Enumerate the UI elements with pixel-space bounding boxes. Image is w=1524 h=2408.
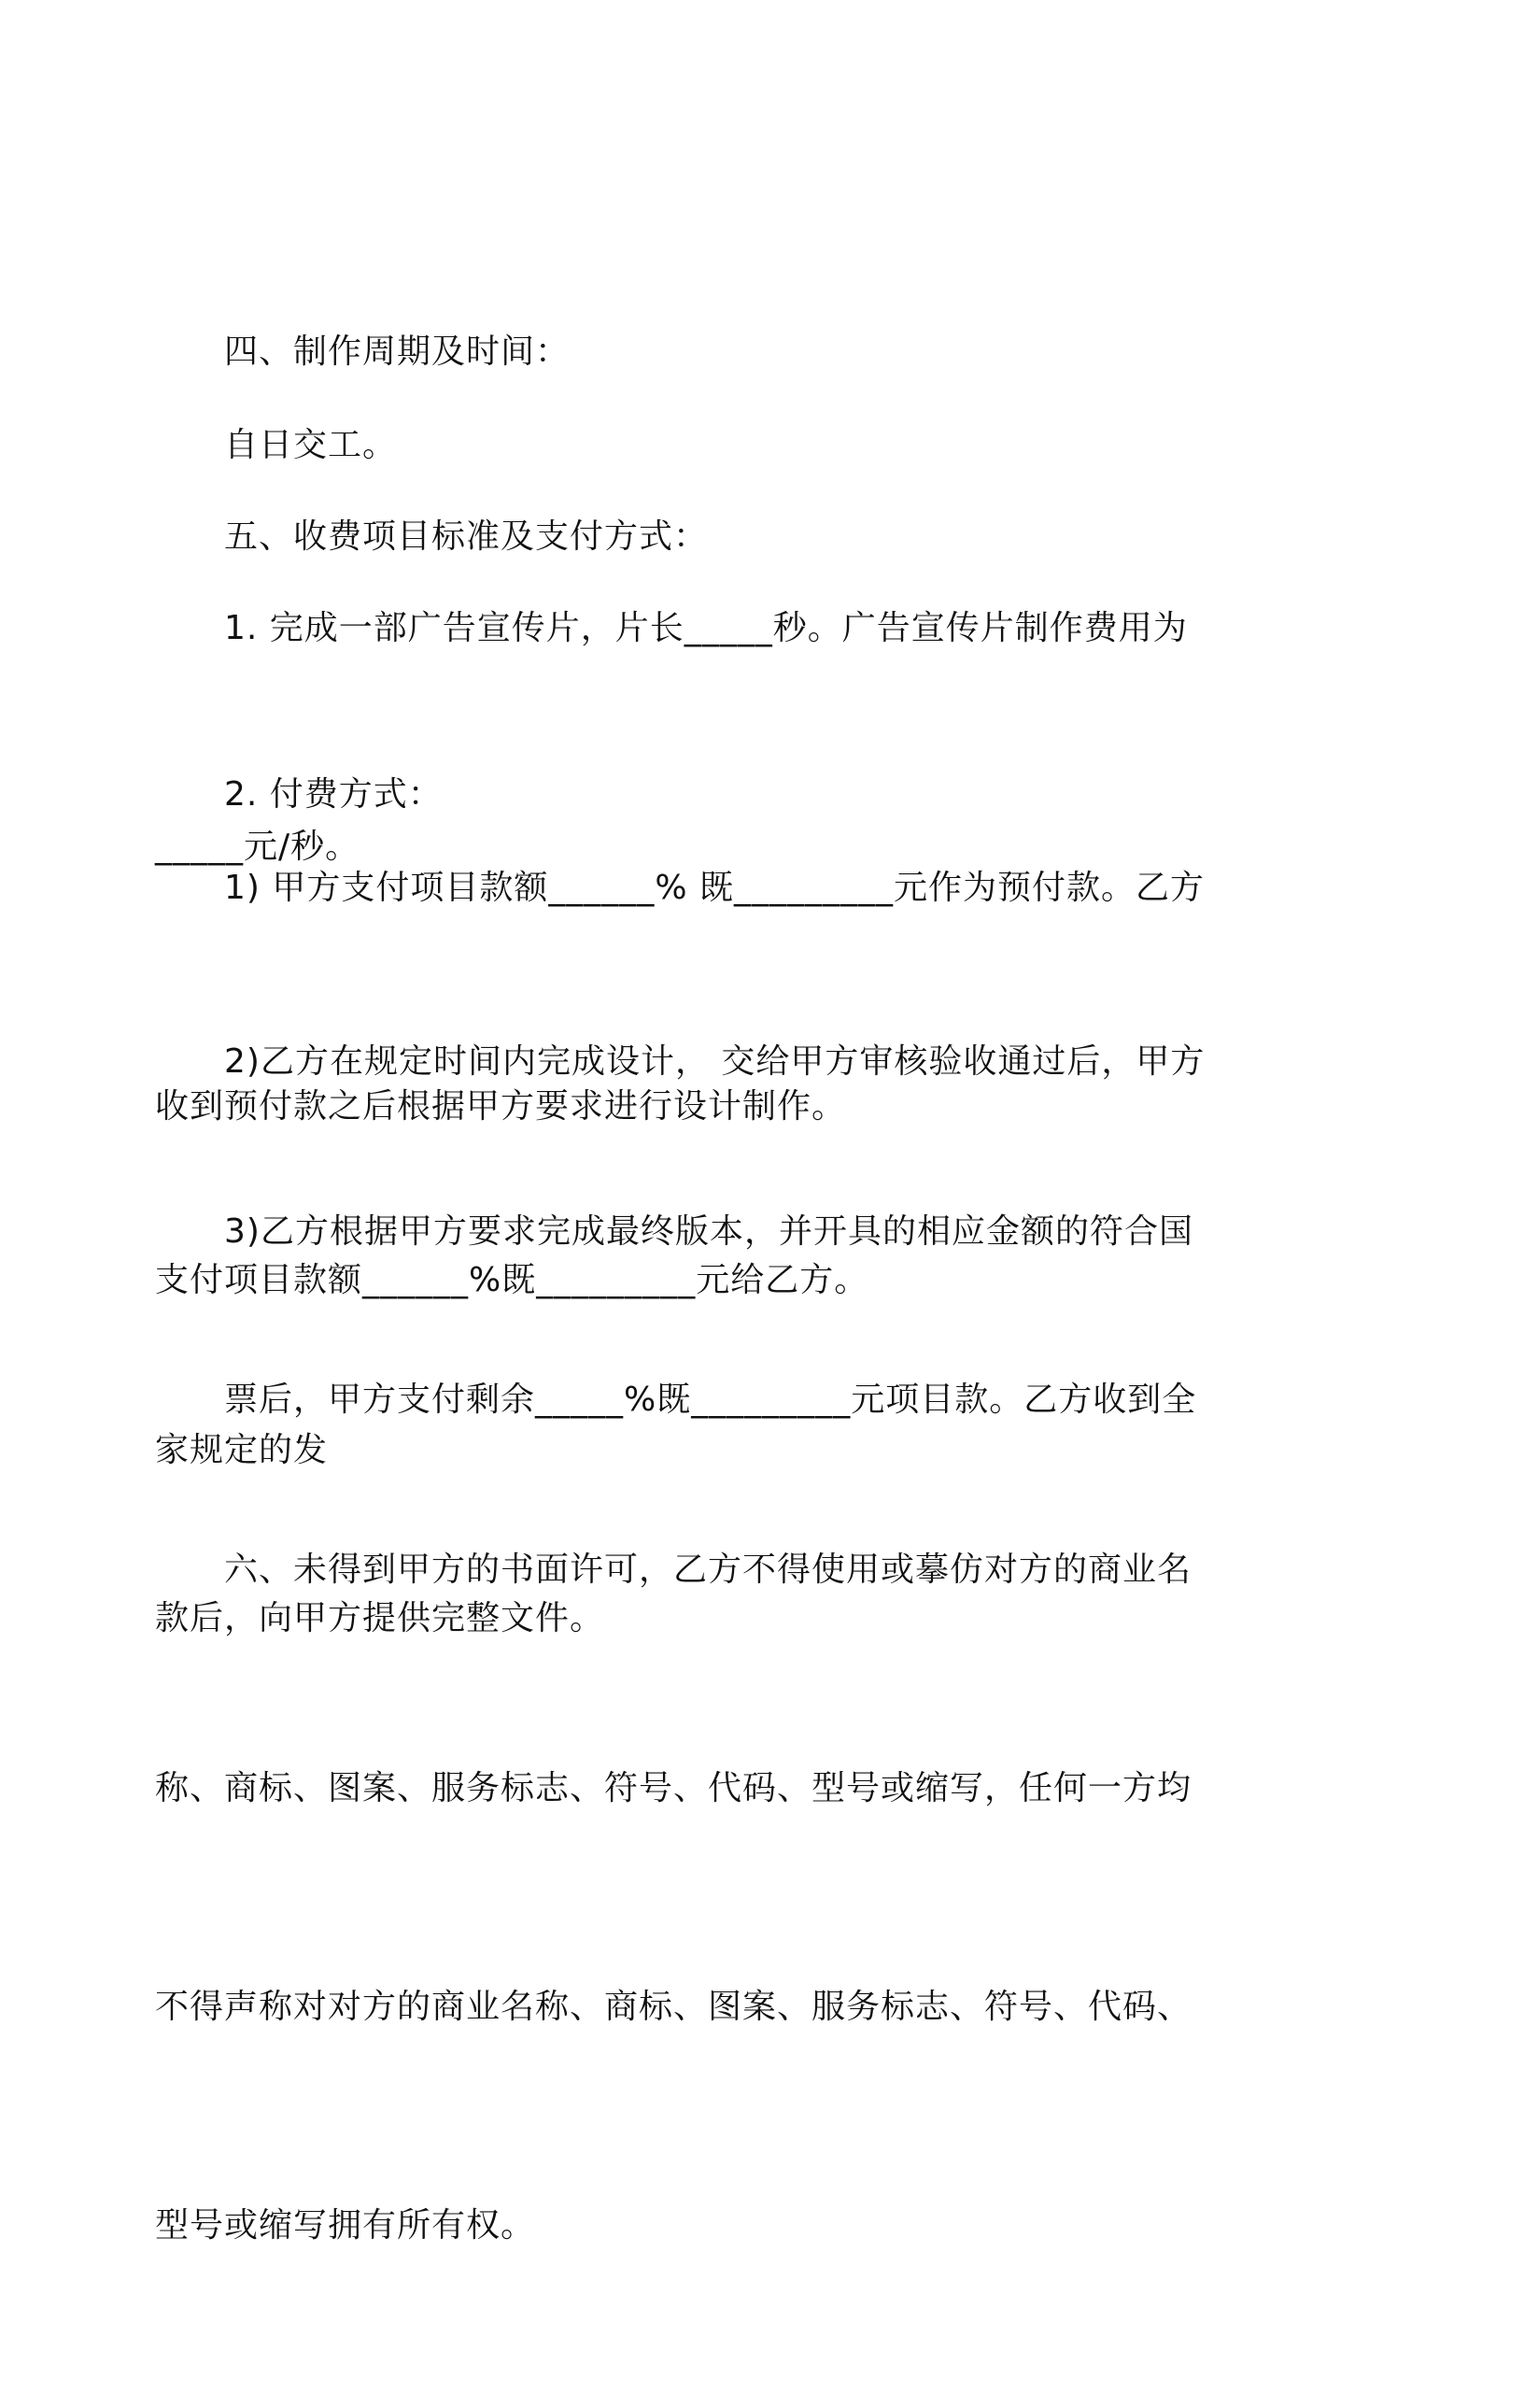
text-line: 支付项目款额______%既_________元给乙方。 bbox=[155, 1261, 869, 1299]
text-line: 六、未得到甲方的书面许可，乙方不得使用或摹仿对方的商业名 bbox=[224, 1551, 1192, 1589]
text-line: 型号或缩写拥有所有权。 bbox=[155, 2206, 536, 2245]
text-line: 1. 完成一部广告宣传片，片长_____秒。广告宣传片制作费用为 bbox=[224, 609, 1188, 647]
text-line: 款后，向甲方提供完整文件。 bbox=[155, 1599, 605, 1637]
text-line: 1) 甲方支付项目款额______% 既_________元作为预付款。乙方 bbox=[224, 869, 1206, 907]
text-line: 票后，甲方支付剩余_____%既_________元项目款。乙方收到全 bbox=[224, 1381, 1197, 1419]
text-line: 收到预付款之后根据甲方要求进行设计制作。 bbox=[155, 1087, 847, 1126]
text-line: 家规定的发 bbox=[155, 1431, 329, 1469]
text-line: 不得声称对对方的商业名称、商标、图案、服务标志、符号、代码、 bbox=[155, 1988, 1192, 2026]
text-line: 五、收费项目标准及支付方式： bbox=[224, 517, 709, 556]
text-line: _____元/秒。 bbox=[155, 828, 360, 866]
text-line: 2)乙方在规定时间内完成设计， 交给甲方审核验收通过后，甲方 bbox=[224, 1042, 1206, 1081]
text-line: 四、制作周期及时间： bbox=[224, 333, 571, 371]
text-line: 2. 付费方式： bbox=[224, 775, 443, 814]
section-6 bbox=[155, 1388, 1298, 2408]
text-line: 3)乙方根据甲方要求完成最终版本，并开具的相应金额的符合国 bbox=[224, 1212, 1193, 1251]
text-line: 自日交工。 bbox=[224, 426, 398, 464]
text-line: 称、商标、图案、服务标志、符号、代码、型号或缩写，任何一方均 bbox=[155, 1769, 1192, 1807]
